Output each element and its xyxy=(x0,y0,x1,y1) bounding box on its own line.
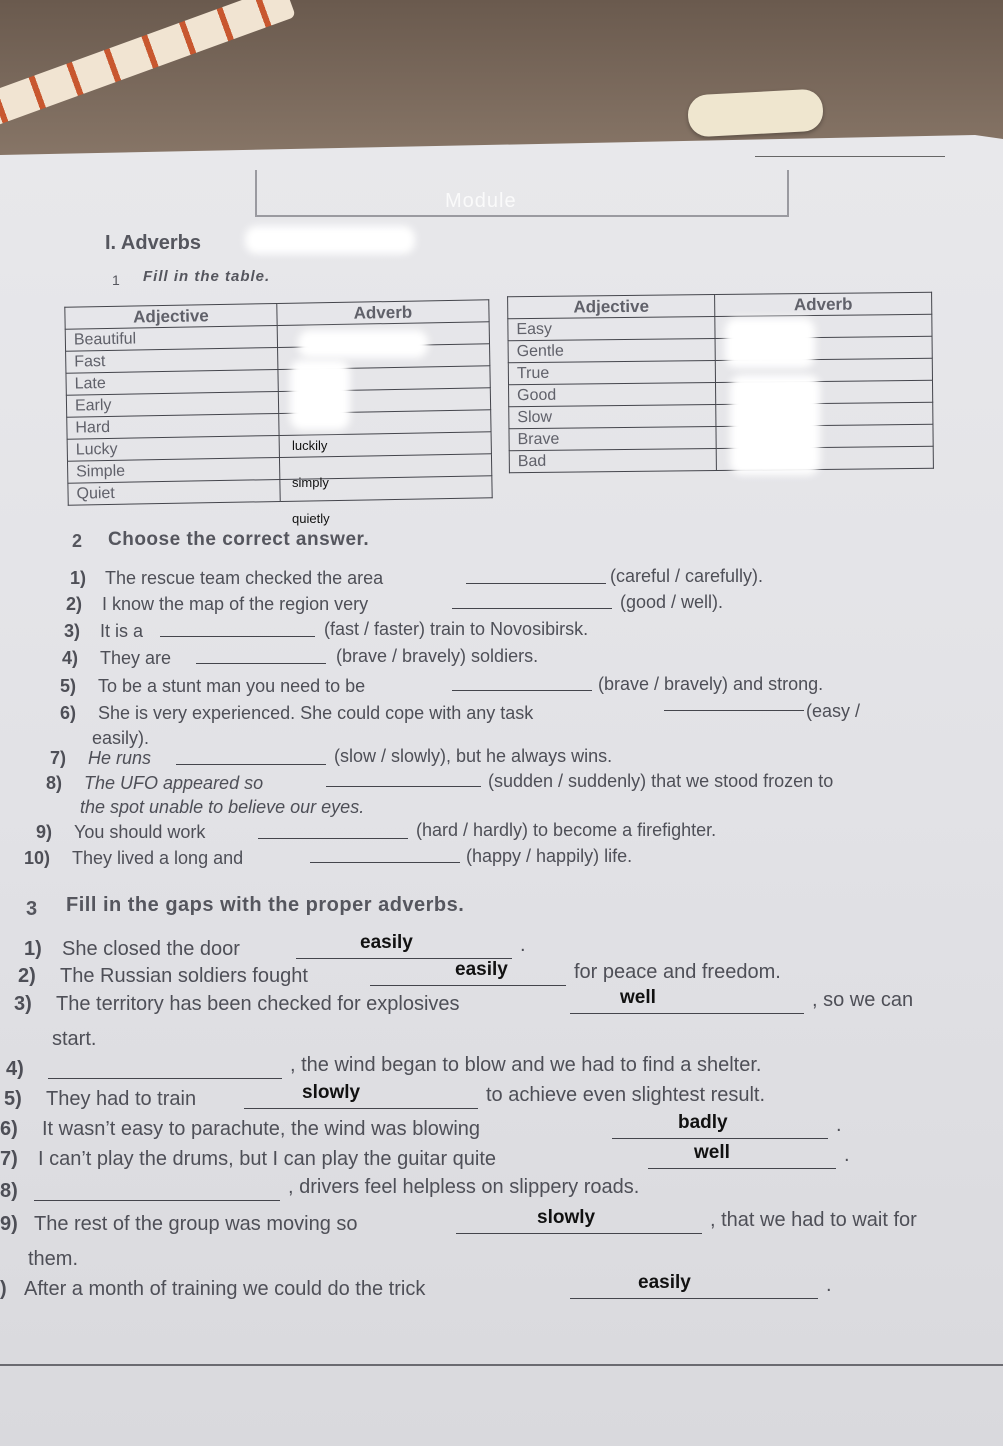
answer-blank[interactable] xyxy=(370,985,566,986)
handwritten-answer: luckily xyxy=(292,438,328,453)
item-text: They had to train xyxy=(46,1088,197,1110)
answer-options: (hard / hardly) to become a firefighter. xyxy=(416,820,717,840)
written-answer: easily xyxy=(360,932,413,953)
adjective-cell: Slow xyxy=(509,405,716,429)
column-header: Adverb xyxy=(277,300,489,326)
written-answer: well xyxy=(694,1142,730,1163)
written-answer: slowly xyxy=(537,1207,596,1228)
answer-options: (brave / bravely) soldiers. xyxy=(336,646,539,666)
written-answer: slowly xyxy=(302,1082,361,1103)
item-number: 1) xyxy=(70,568,87,588)
item-number: 6) xyxy=(0,1118,18,1140)
item-number: 4) xyxy=(6,1058,24,1080)
answer-options: (happy / happily) life. xyxy=(466,846,633,866)
answer-blank[interactable] xyxy=(452,608,612,609)
adjective-cell: Good xyxy=(509,383,716,407)
item-text: I can’t play the drums, but I can play the guitar quite xyxy=(38,1148,497,1170)
adjective-cell: Late xyxy=(66,370,278,396)
answer-blank[interactable] xyxy=(570,1298,818,1299)
answer-options: (sudden / suddenly) that we stood frozen to xyxy=(488,771,834,791)
adjective-cell: Brave xyxy=(509,427,716,451)
item-text: them. xyxy=(28,1248,79,1270)
section-title: I. Adverbs xyxy=(105,232,201,254)
adjective-cell: Gentle xyxy=(508,339,715,363)
answer-blank[interactable] xyxy=(456,1233,702,1234)
adjective-cell: Bad xyxy=(509,449,716,473)
item-text-end: , so we can xyxy=(812,989,914,1011)
item-number: ) xyxy=(0,1278,7,1300)
answer-blank[interactable] xyxy=(648,1168,836,1169)
answer-blank[interactable] xyxy=(570,1013,804,1014)
adjective-cell: Easy xyxy=(508,317,715,341)
answer-options: (good / well). xyxy=(620,592,724,612)
section-title: Choose the correct answer. xyxy=(108,529,370,550)
item-text: The rescue team checked the area xyxy=(105,568,384,588)
item-number: 2) xyxy=(18,965,36,987)
item-text: The UFO appeared so xyxy=(84,773,264,793)
task-number: 1 xyxy=(112,272,120,288)
table-right xyxy=(507,292,934,473)
answer-blank[interactable] xyxy=(34,1200,280,1201)
item-text-end: to achieve even slightest result. xyxy=(486,1084,766,1106)
adjective-cell: Fast xyxy=(66,348,278,374)
section-title: Fill in the gaps with the proper adverbs. xyxy=(66,894,465,916)
item-text-end: . xyxy=(836,1114,842,1136)
item-number: 1) xyxy=(24,938,42,960)
answer-options: (slow / slowly), but he always wins. xyxy=(334,746,613,766)
written-answer: badly xyxy=(678,1112,728,1133)
module-header: Module xyxy=(445,190,517,212)
table-row xyxy=(509,446,933,472)
handwritten-answer: quietly xyxy=(292,511,330,526)
answer-blank[interactable] xyxy=(160,636,315,637)
redaction xyxy=(298,330,428,358)
item-number: 3) xyxy=(14,993,32,1015)
redaction xyxy=(290,360,350,430)
item-text: It is a xyxy=(100,621,144,641)
answer-blank[interactable] xyxy=(452,690,592,691)
section-number: 2 xyxy=(72,531,83,551)
item-text: They are xyxy=(100,648,172,668)
section-number: 3 xyxy=(26,898,38,920)
answer-blank[interactable] xyxy=(664,710,804,711)
written-answer: easily xyxy=(455,959,508,980)
redaction xyxy=(725,318,815,368)
item-number: 10) xyxy=(24,848,51,868)
item-text: start. xyxy=(52,1028,97,1050)
written-answer: easily xyxy=(638,1272,691,1293)
answer-options: (brave / bravely) and strong. xyxy=(598,674,824,694)
item-text: They lived a long and xyxy=(72,848,244,868)
adjective-cell: Hard xyxy=(67,413,279,439)
item-text: He runs xyxy=(88,748,152,768)
answer-blank[interactable] xyxy=(326,786,481,787)
item-number: 7) xyxy=(50,748,67,768)
task-instruction: Fill in the table. xyxy=(143,268,271,285)
item-number: 6) xyxy=(60,703,77,723)
eraser xyxy=(687,88,824,137)
item-text-end: . xyxy=(844,1144,850,1166)
item-number: 5) xyxy=(60,676,77,696)
item-text: You should work xyxy=(74,822,206,842)
top-rule xyxy=(755,156,945,157)
item-text: easily). xyxy=(92,728,150,748)
item-text: The territory has been checked for explosives xyxy=(56,993,460,1015)
bottom-rule xyxy=(0,1364,1003,1366)
item-text: After a month of training we could do the trick xyxy=(24,1278,426,1300)
item-text: To be a stunt man you need to be xyxy=(98,676,366,696)
answer-blank[interactable] xyxy=(258,838,408,839)
item-number: 7) xyxy=(0,1148,18,1170)
redaction xyxy=(730,375,820,475)
item-text: The rest of the group was moving so xyxy=(34,1213,358,1235)
adjective-cell: Early xyxy=(66,392,278,418)
item-text: the spot unable to believe our eyes. xyxy=(80,797,365,817)
item-number: 2) xyxy=(66,594,83,614)
answer-blank[interactable] xyxy=(612,1138,828,1139)
answer-blank[interactable] xyxy=(176,764,326,765)
answer-options: (easy / xyxy=(806,701,861,721)
item-number: 9) xyxy=(36,822,53,842)
column-header: Adjective xyxy=(65,304,277,330)
item-number: 3) xyxy=(64,621,81,641)
adjective-cell: True xyxy=(508,361,715,385)
item-text: She closed the door xyxy=(62,938,240,960)
answer-blank[interactable] xyxy=(48,1078,282,1079)
written-answer: well xyxy=(620,987,656,1008)
item-number: 8) xyxy=(0,1180,18,1202)
item-number: 5) xyxy=(4,1088,22,1110)
table-left xyxy=(64,299,492,505)
item-text-end: . xyxy=(520,934,526,956)
answer-options: (careful / carefully). xyxy=(610,566,764,586)
item-text-end: for peace and freedom. xyxy=(574,961,781,983)
item-text-end: . xyxy=(826,1274,832,1296)
item-number: 8) xyxy=(46,773,63,793)
item-number: 4) xyxy=(62,648,79,668)
redaction xyxy=(245,226,415,254)
item-text-end: , drivers feel helpless on slippery roads. xyxy=(288,1176,640,1198)
module-header-box xyxy=(255,170,789,217)
answer-blank[interactable] xyxy=(466,583,606,584)
answer-blank[interactable] xyxy=(244,1108,478,1109)
answer-options: (fast / faster) train to Novosibirsk. xyxy=(324,619,589,639)
item-text-end: , that we had to wait for xyxy=(710,1209,917,1231)
adjective-cell: Lucky xyxy=(67,435,279,461)
item-text-end: , the wind began to blow and we had to find a shelter. xyxy=(290,1054,762,1076)
adjective-cell: Simple xyxy=(67,457,279,483)
item-text: The Russian soldiers fought xyxy=(60,965,308,987)
handwritten-answer: simply xyxy=(292,475,329,490)
item-text: It wasn’t easy to parachute, the wind was blowing xyxy=(42,1118,481,1140)
column-header: Adjective xyxy=(508,295,715,319)
item-text: She is very experienced. She could cope with any task xyxy=(98,703,534,723)
adjective-cell: Beautiful xyxy=(65,326,277,352)
item-number: 9) xyxy=(0,1213,18,1235)
column-header: Adverb xyxy=(715,292,932,316)
item-text: I know the map of the region very xyxy=(102,594,369,614)
adjective-cell: Quiet xyxy=(68,479,280,505)
answer-blank[interactable] xyxy=(310,862,460,863)
answer-blank[interactable] xyxy=(196,663,326,664)
